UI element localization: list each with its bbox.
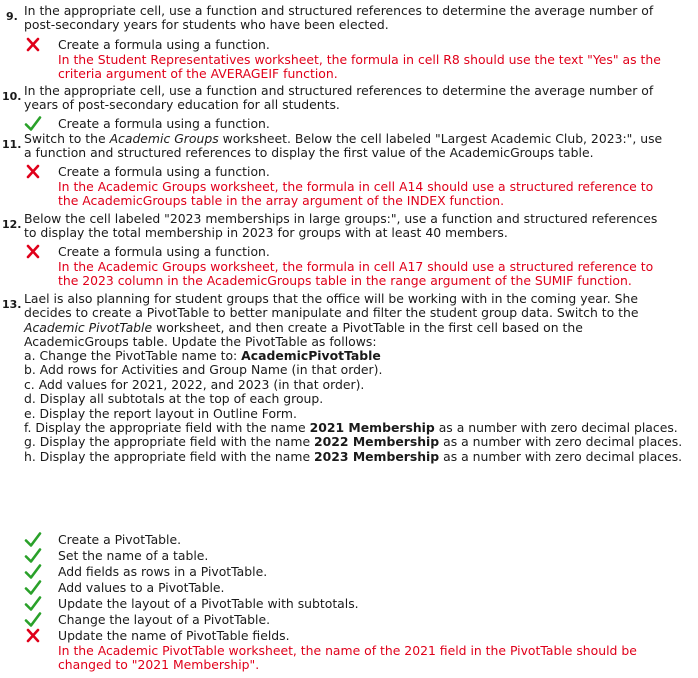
question-text	[24, 132, 672, 161]
question-number: 11.	[2, 138, 22, 151]
result-row	[24, 564, 664, 580]
result-row	[24, 612, 664, 628]
instruction-steps	[24, 348, 683, 464]
step-text: h. Display the appropriate field with the name	[24, 448, 315, 464]
step-text: as a number with zero decimal places.	[434, 420, 678, 436]
text-segment: Switch to the	[24, 131, 110, 146]
question-text	[24, 292, 664, 350]
question-number: 13.	[2, 298, 22, 311]
step-e: e. Display the report layout in Outline Form.	[24, 405, 297, 421]
result-row	[24, 580, 664, 596]
step-text: as a number with zero decimal places.	[439, 448, 683, 464]
result-label: Create a formula using a function.	[58, 37, 270, 52]
result-row	[24, 116, 664, 132]
result-label: Add values to a PivotTable.	[58, 580, 225, 595]
cross-icon	[24, 244, 42, 260]
result-row	[24, 628, 664, 644]
check-icon	[24, 564, 42, 580]
step-g	[24, 434, 683, 450]
feedback-text: In the Student Representatives worksheet, the formula in cell R8 should use the text "Yes" as the criteria argument of the AVERAGEIF function.	[58, 52, 661, 82]
check-icon	[24, 596, 42, 612]
result-label: Set the name of a table.	[58, 548, 209, 563]
question-text: In the appropriate cell, use a function and structured references to determine the average number of post-secondary years for students who have been elected.	[24, 3, 654, 33]
check-icon	[24, 580, 42, 596]
result-label: Create a formula using a function.	[58, 164, 270, 179]
cross-icon	[24, 628, 42, 644]
step-text: f. Display the appropriate field with the name	[24, 420, 310, 436]
result-label: Create a formula using a function.	[58, 116, 270, 131]
worksheet-name: Academic PivotTable	[24, 319, 153, 335]
step-text: as a number with zero decimal places.	[439, 434, 683, 450]
cross-icon	[24, 37, 42, 53]
step-text: g. Display the appropriate field with the name	[24, 434, 315, 450]
result-row	[24, 164, 664, 180]
result-row	[24, 548, 664, 564]
question-number: 10.	[2, 90, 22, 103]
step-bold: 2021 Membership	[309, 420, 435, 436]
result-label: Create a formula using a function.	[58, 244, 270, 259]
result-row	[24, 244, 664, 260]
result-label: Update the layout of a PivotTable with subtotals.	[58, 596, 359, 611]
result-row	[24, 596, 664, 612]
result-label: Change the layout of a PivotTable.	[58, 612, 271, 627]
worksheet-name: Academic Groups	[109, 131, 219, 146]
check-icon	[24, 612, 42, 628]
result-label: Create a PivotTable.	[58, 532, 182, 547]
check-icon	[24, 532, 42, 548]
step-f	[24, 420, 678, 436]
result-row	[24, 37, 664, 53]
step-text: a. Change the PivotTable name to:	[24, 348, 242, 363]
text-segment: Lael is also planning for student groups that the office will be working with in the coming year. She decides to create a PivotTable to better manipulate and filter the student group data. Switch to the	[24, 291, 639, 321]
step-bold: 2022 Membership	[314, 434, 440, 450]
check-icon	[24, 116, 42, 132]
result-label: Update the name of PivotTable fields.	[58, 628, 290, 643]
step-bold: AcademicPivotTable	[241, 348, 381, 363]
result-label: Add fields as rows in a PivotTable.	[58, 564, 268, 579]
step-d: d. Display all subtotals at the top of each group.	[24, 391, 324, 407]
step-bold: 2023 Membership	[314, 448, 440, 464]
feedback-text: In the Academic Groups worksheet, the formula in cell A14 should use a structured reference to the AcademicGroups table in the array argument of the INDEX function.	[58, 179, 654, 209]
question-text: Below the cell labeled "2023 memberships in large groups:", use a function and structured references to display the total membership in 2023 for groups with at least 40 members.	[24, 211, 658, 241]
step-h	[24, 448, 683, 464]
text-segment: worksheet, and then create a PivotTable in the first cell based on the AcademicGroups table. Update the PivotTable as follows:	[24, 319, 583, 350]
check-icon	[24, 548, 42, 564]
question-text: In the appropriate cell, use a function and structured references to determine the average number of years of post-secondary education for all students.	[24, 83, 654, 113]
feedback-text: In the Academic PivotTable worksheet, the name of the 2021 field in the PivotTable should be changed to "2021 Membership".	[58, 643, 637, 673]
question-number: 12.	[2, 218, 22, 231]
feedback-text: In the Academic Groups worksheet, the formula in cell A17 should use a structured reference to the 2023 column in the AcademicGroups table in the range argument of the SUMIF function.	[58, 259, 654, 289]
cross-icon	[24, 164, 42, 180]
step-a	[24, 349, 674, 363]
step-b: b. Add rows for Activities and Group Name (in that order).	[24, 362, 383, 378]
step-c: c. Add values for 2021, 2022, and 2023 (in that order).	[24, 376, 365, 392]
result-row	[24, 532, 664, 548]
text-segment: worksheet. Below the cell labeled "Largest Academic Club, 2023:", use a function and structured references to display the first value of the AcademicGroups table.	[24, 131, 663, 161]
question-number: 9.	[6, 10, 18, 23]
